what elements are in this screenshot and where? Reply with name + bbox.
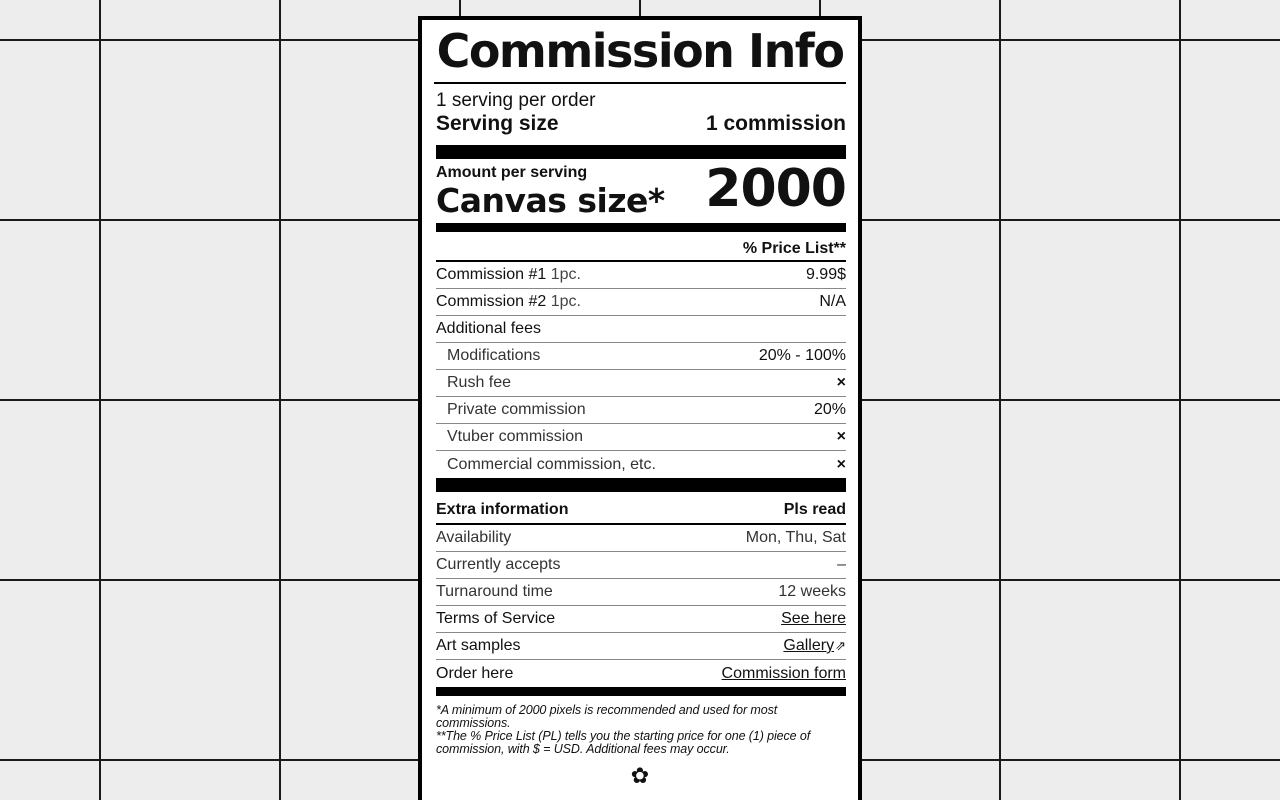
commission-2-name: Commission #2 — [436, 293, 547, 310]
thick-divider — [436, 478, 846, 492]
order-row — [436, 660, 846, 687]
serving-size-row — [434, 112, 846, 136]
extra-information-note: Pls read — [783, 500, 846, 518]
art-samples-name: Art samples — [436, 637, 521, 654]
accepts-value: – — [837, 556, 846, 573]
commission-label-card — [418, 16, 862, 800]
gallery-link[interactable] — [783, 637, 846, 655]
tos-link[interactable]: See here — [781, 610, 846, 627]
canvas-footnote: *A minimum of 2000 pixels is recommended and used for most commissions. — [436, 703, 778, 730]
fee-row-private — [436, 397, 846, 424]
commission-form-link[interactable]: Commission form — [721, 664, 846, 682]
flower-icon: ✿ — [630, 763, 650, 788]
commission-1-name: Commission #1 — [436, 266, 547, 283]
availability-value: Mon, Thu, Sat — [745, 529, 846, 546]
availability-name: Availability — [436, 529, 512, 546]
cross-icon: × — [836, 374, 846, 391]
fee-private-value: 20% — [813, 401, 846, 418]
price-list-footnote: **The % Price List (PL) tells you the starting price for one (1) piece of commission, with $ = USD. Additional fees may occur. — [436, 729, 811, 756]
fee-row-commercial — [436, 451, 846, 478]
fee-private-name: Private commission — [447, 401, 586, 418]
price-row-commission-1 — [436, 262, 846, 289]
fee-modifications-value: 20% - 100% — [758, 347, 846, 364]
canvas-size-label: Canvas size* — [436, 181, 665, 220]
commission-1-price: 9.99$ — [805, 266, 846, 283]
amount-block — [434, 159, 846, 223]
cross-icon: × — [836, 428, 846, 445]
additional-fees-label: Additional fees — [436, 320, 541, 337]
thick-divider — [436, 145, 846, 159]
art-samples-row — [436, 633, 846, 660]
turnaround-row — [436, 579, 846, 606]
cross-icon: × — [836, 455, 846, 473]
turnaround-name: Turnaround time — [436, 583, 553, 600]
serving-per-order: 1 serving per order — [436, 90, 596, 111]
footnotes — [436, 704, 846, 756]
tos-name: Terms of Service — [436, 610, 556, 627]
extra-information-label: Extra information — [436, 500, 569, 518]
gallery-link-label[interactable]: Gallery — [783, 637, 835, 654]
serving-size-value: 1 commission — [705, 112, 846, 135]
price-row-commission-2 — [436, 289, 846, 316]
accepts-row — [436, 552, 846, 579]
mid-divider — [436, 687, 846, 696]
commission-2-price: N/A — [819, 293, 846, 310]
commission-1-unit: 1pc. — [550, 266, 581, 283]
fee-vtuber-name: Vtuber commission — [447, 428, 584, 445]
accepts-name: Currently accepts — [436, 556, 561, 573]
fee-row-modifications — [436, 343, 846, 370]
fee-rush-name: Rush fee — [447, 374, 512, 391]
tos-row — [436, 606, 846, 633]
commission-2-unit: 1pc. — [550, 293, 581, 310]
fee-modifications-name: Modifications — [447, 347, 541, 364]
canvas-size-value: 2000 — [705, 159, 846, 219]
extra-information-header — [436, 492, 846, 525]
order-name: Order here — [436, 664, 514, 682]
fee-row-rush — [436, 370, 846, 397]
availability-row — [436, 525, 846, 552]
mid-divider — [436, 223, 846, 232]
page-title: Commission Info — [436, 24, 844, 78]
fee-commercial-name: Commercial commission, etc. — [447, 455, 656, 473]
serving-size-label: Serving size — [436, 112, 559, 135]
price-list-header: % Price List** — [436, 232, 846, 262]
amount-per-serving-label: Amount per serving — [436, 164, 588, 181]
external-link-icon[interactable]: ⇗ — [835, 638, 846, 653]
turnaround-value: 12 weeks — [778, 583, 846, 600]
title-divider — [434, 82, 846, 84]
additional-fees-header — [436, 316, 846, 343]
fee-row-vtuber — [436, 424, 846, 451]
